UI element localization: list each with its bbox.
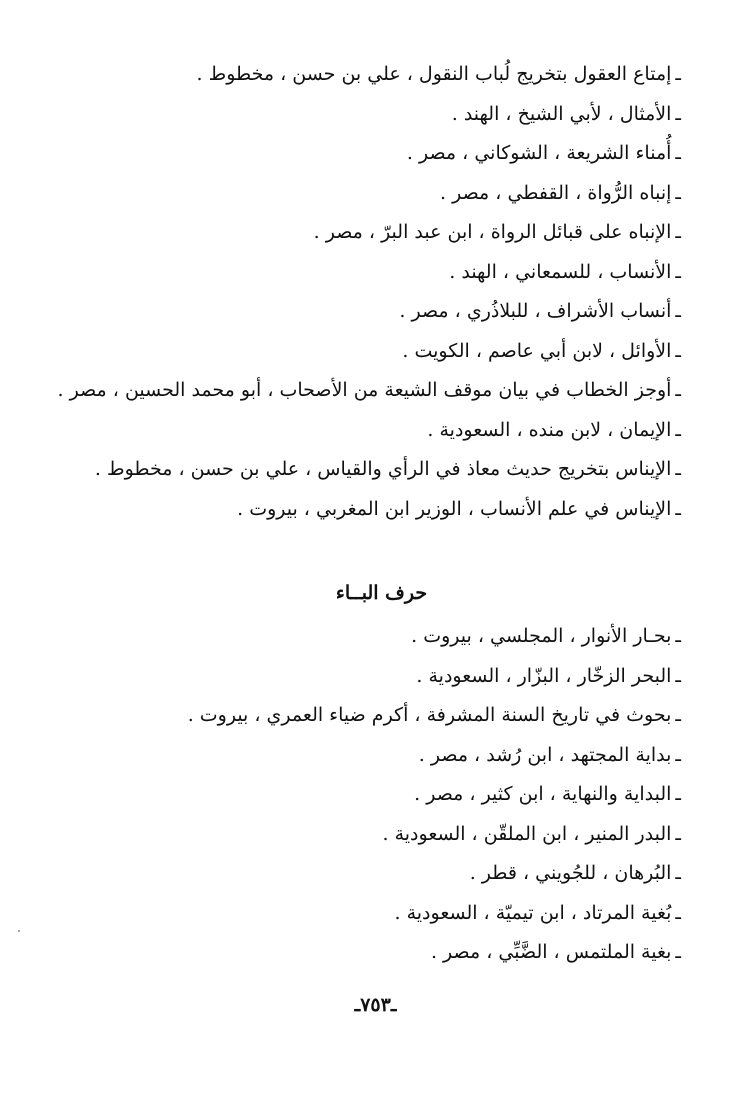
- entry-dash: ـ: [675, 300, 681, 322]
- entry-text: بحـار الأنوار ، المجلسي ، بيروت .: [411, 625, 672, 647]
- entry-text: بحوث في تاريخ السنة المشرفة ، أكرم ضياء العمري ، بيروت .: [187, 704, 672, 726]
- list-item: [41, 617, 681, 657]
- entry-text: أنساب الأشراف ، للبلاذُري ، مصر .: [399, 300, 672, 322]
- entry-text: الأنساب ، للسمعاني ، الهند .: [449, 260, 672, 283]
- entry-text: أوجز الخطاب في بيان موقف الشيعة من الأصحاب ، أبو محمد الحسين ، مصر .: [57, 379, 672, 401]
- entry-dash: ـ: [675, 625, 681, 647]
- list-item: [41, 815, 681, 855]
- entry-dash: ـ: [675, 862, 681, 884]
- entry-text: الإنباه على قبائل الرواة ، ابن عبد البرّ ، مصر .: [313, 221, 672, 243]
- entry-list-section-a: [41, 55, 681, 529]
- entry-dash: ـ: [675, 458, 681, 480]
- entry-dash: ـ: [675, 822, 681, 845]
- list-item: [41, 55, 681, 95]
- list-item: [41, 490, 681, 530]
- entry-dash: ـ: [675, 339, 681, 362]
- entry-text: أُمناء الشريعة ، الشوكاني ، مصر .: [406, 142, 672, 164]
- list-item: [41, 174, 681, 214]
- list-item: [41, 933, 681, 973]
- list-item: [41, 371, 681, 411]
- entry-dash: ـ: [675, 379, 681, 401]
- entry-dash: ـ: [675, 664, 681, 687]
- entry-text: الإيناس بتخريج حديث معاذ في الرأي والقياس ، علي بن حسن ، مخطوط .: [94, 458, 672, 480]
- entry-dash: ـ: [675, 783, 681, 805]
- entry-dash: ـ: [675, 901, 681, 924]
- entry-dash: ـ: [675, 181, 681, 204]
- entry-dash: ـ: [675, 941, 681, 963]
- entry-text: بغية الملتمس ، الضَّبِّي ، مصر .: [430, 941, 672, 963]
- entry-text: البدر المنير ، ابن الملقّن ، السعودية .: [382, 822, 672, 845]
- list-item: [41, 854, 681, 894]
- entry-text: الإيناس في علم الأنساب ، الوزير ابن المغربي ، بيروت .: [237, 497, 672, 520]
- entry-dash: ـ: [675, 260, 681, 283]
- entry-text: بداية المجتهد ، ابن رُشد ، مصر .: [418, 743, 672, 766]
- entry-dash: ـ: [675, 743, 681, 766]
- list-item: [41, 657, 681, 697]
- entry-list-section-b: [41, 617, 681, 973]
- entry-dash: ـ: [675, 221, 681, 243]
- list-item: [41, 450, 681, 490]
- scan-speck: [18, 930, 20, 932]
- list-item: [41, 411, 681, 451]
- entry-text: إمتاع العقول بتخريج لُباب النقول ، علي بن حسن ، مخطوط .: [196, 63, 672, 85]
- entry-dash: ـ: [675, 497, 681, 520]
- entry-dash: ـ: [675, 142, 681, 164]
- entry-text: الإيمان ، لابن منده ، السعودية .: [427, 418, 672, 441]
- entry-text: بُغية المرتاد ، ابن تيميّة ، السعودية .: [394, 901, 672, 924]
- list-item: [41, 253, 681, 293]
- list-item: [41, 95, 681, 135]
- entry-dash: ـ: [675, 418, 681, 441]
- entry-dash: ـ: [675, 102, 681, 125]
- list-item: [41, 213, 681, 253]
- list-item: [41, 332, 681, 372]
- section-heading-ba: حرف البــاء: [335, 582, 428, 604]
- page-number: ـ٧٥٣ـ: [354, 994, 397, 1016]
- list-item: [41, 894, 681, 934]
- list-item: [41, 736, 681, 776]
- entry-text: الأمثال ، لأبي الشيخ ، الهند .: [451, 102, 672, 125]
- list-item: [41, 134, 681, 174]
- entry-dash: ـ: [675, 63, 681, 85]
- entry-text: البحر الزخّار ، البزّار ، السعودية .: [416, 664, 672, 687]
- entry-text: الأوائل ، لابن أبي عاصم ، الكويت .: [402, 339, 672, 362]
- list-item: [41, 775, 681, 815]
- list-item: [41, 292, 681, 332]
- entry-text: البُرهان ، للجُويني ، قطر .: [469, 862, 672, 884]
- entry-text: إنباه الرُّواة ، القفطي ، مصر .: [440, 181, 672, 204]
- entry-text: البداية والنهاية ، ابن كثير ، مصر .: [414, 783, 672, 805]
- entry-dash: ـ: [675, 704, 681, 726]
- list-item: [41, 696, 681, 736]
